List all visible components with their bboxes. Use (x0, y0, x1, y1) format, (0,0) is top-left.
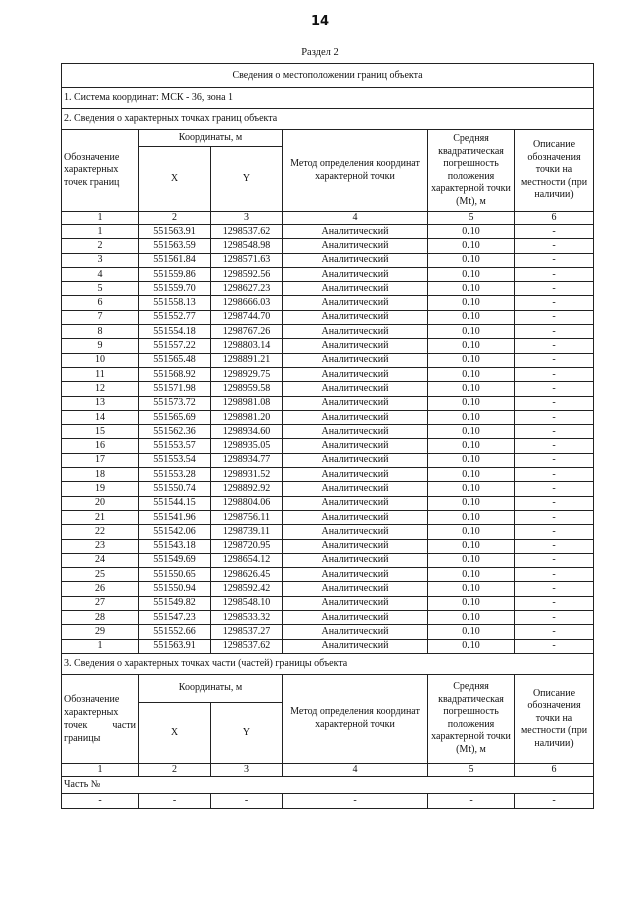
point-id: 2 (62, 239, 139, 253)
coord-y: 1298592.42 (211, 582, 283, 596)
point-id: 14 (62, 410, 139, 424)
table-row (62, 253, 594, 267)
description: - (515, 296, 594, 310)
part-header-method: Метод определения координат характерной точки (283, 674, 428, 763)
coord-y: 1298767.26 (211, 325, 283, 339)
coord-y: 1298548.98 (211, 239, 283, 253)
description: - (515, 539, 594, 553)
part-column-number: 3 (211, 763, 283, 776)
description: - (515, 482, 594, 496)
error: 0.10 (428, 582, 515, 596)
error: 0.10 (428, 296, 515, 310)
coord-x: 551558.13 (139, 296, 211, 310)
method: Аналитический (283, 382, 428, 396)
error: 0.10 (428, 382, 515, 396)
description: - (515, 367, 594, 381)
error: 0.10 (428, 225, 515, 239)
header-designation: Обозначение характерных точек границ (62, 130, 139, 212)
method: Аналитический (283, 639, 428, 653)
description: - (515, 639, 594, 653)
column-number: 1 (62, 212, 139, 225)
method: Аналитический (283, 282, 428, 296)
method: Аналитический (283, 310, 428, 324)
header-x: X (139, 147, 211, 212)
description: - (515, 282, 594, 296)
point-id: 19 (62, 482, 139, 496)
method: Аналитический (283, 596, 428, 610)
error: 0.10 (428, 367, 515, 381)
method: Аналитический (283, 396, 428, 410)
description: - (515, 553, 594, 567)
coord-y: 1298934.77 (211, 453, 283, 467)
description: - (515, 568, 594, 582)
point-id: 7 (62, 310, 139, 324)
table-row (62, 568, 594, 582)
error: 0.10 (428, 496, 515, 510)
method: Аналитический (283, 239, 428, 253)
coord-y: 1298959.58 (211, 382, 283, 396)
point-id: 13 (62, 396, 139, 410)
table-row (62, 239, 594, 253)
column-number: 6 (515, 212, 594, 225)
error: 0.10 (428, 339, 515, 353)
coord-y: 1298892.92 (211, 482, 283, 496)
coord-y: 1298756.11 (211, 510, 283, 524)
method: Аналитический (283, 568, 428, 582)
coord-x: 551571.98 (139, 382, 211, 396)
table-row (62, 339, 594, 353)
coord-y: 1298739.11 (211, 525, 283, 539)
coord-x: 551544.15 (139, 496, 211, 510)
table-row (62, 596, 594, 610)
description: - (515, 625, 594, 639)
coord-x: 551565.48 (139, 353, 211, 367)
point-id: 3 (62, 253, 139, 267)
coord-y: 1298627.23 (211, 282, 283, 296)
column-number: 2 (139, 212, 211, 225)
coord-x: 551563.91 (139, 639, 211, 653)
column-number: 3 (211, 212, 283, 225)
method: Аналитический (283, 353, 428, 367)
error: 0.10 (428, 253, 515, 267)
coord-x: 551554.18 (139, 325, 211, 339)
error: 0.10 (428, 439, 515, 453)
point-id: 23 (62, 539, 139, 553)
boundary-table (61, 63, 594, 809)
method: Аналитический (283, 525, 428, 539)
point-id: 8 (62, 325, 139, 339)
description: - (515, 582, 594, 596)
coord-y: 1298571.63 (211, 253, 283, 267)
description: - (515, 525, 594, 539)
point-id: 12 (62, 382, 139, 396)
method: Аналитический (283, 582, 428, 596)
description: - (515, 267, 594, 281)
coord-x: 551559.86 (139, 267, 211, 281)
method: Аналитический (283, 339, 428, 353)
coord-x: 551549.82 (139, 596, 211, 610)
coord-y: 1298931.52 (211, 468, 283, 482)
coord-x: 551553.28 (139, 468, 211, 482)
method: Аналитический (283, 468, 428, 482)
error: 0.10 (428, 553, 515, 567)
point-id: 21 (62, 510, 139, 524)
table-row (62, 310, 594, 324)
error: 0.10 (428, 396, 515, 410)
part-header-coordinates: Координаты, м (139, 674, 283, 702)
point-id: 22 (62, 525, 139, 539)
point-id: 6 (62, 296, 139, 310)
coord-x: 551563.91 (139, 225, 211, 239)
point-id: 4 (62, 267, 139, 281)
error: 0.10 (428, 453, 515, 467)
table-row (62, 325, 594, 339)
coord-x: 551550.65 (139, 568, 211, 582)
error: 0.10 (428, 425, 515, 439)
method: Аналитический (283, 439, 428, 453)
point-id: 1 (62, 225, 139, 239)
method: Аналитический (283, 482, 428, 496)
coord-x: 551553.57 (139, 439, 211, 453)
table-row (62, 582, 594, 596)
error: 0.10 (428, 510, 515, 524)
page-number: 14 (310, 14, 330, 29)
coord-y: 1298803.14 (211, 339, 283, 353)
coord-y: 1298934.60 (211, 425, 283, 439)
point-id: 9 (62, 339, 139, 353)
part-cell: - (211, 793, 283, 808)
table-title: Сведения о местоположении границ объекта (62, 64, 594, 88)
description: - (515, 310, 594, 324)
point-id: 16 (62, 439, 139, 453)
column-number: 5 (428, 212, 515, 225)
table-row (62, 611, 594, 625)
table-row (62, 425, 594, 439)
method: Аналитический (283, 325, 428, 339)
method: Аналитический (283, 296, 428, 310)
description: - (515, 496, 594, 510)
error: 0.10 (428, 539, 515, 553)
points-heading: 2. Сведения о характерных точках границ объекта (62, 109, 594, 130)
description: - (515, 353, 594, 367)
coord-y: 1298537.62 (211, 225, 283, 239)
description: - (515, 339, 594, 353)
part-cell: - (139, 793, 211, 808)
part-column-number: 6 (515, 763, 594, 776)
table-row (62, 267, 594, 281)
coord-x: 551573.72 (139, 396, 211, 410)
point-id: 1 (62, 639, 139, 653)
method: Аналитический (283, 625, 428, 639)
table-row (62, 353, 594, 367)
error: 0.10 (428, 611, 515, 625)
description: - (515, 439, 594, 453)
description: - (515, 396, 594, 410)
method: Аналитический (283, 225, 428, 239)
coord-y: 1298891.21 (211, 353, 283, 367)
header-y: Y (211, 147, 283, 212)
header-method: Метод определения координат характерной точки (283, 130, 428, 212)
part-cell: - (515, 793, 594, 808)
table-row (62, 539, 594, 553)
description: - (515, 468, 594, 482)
table-row (62, 225, 594, 239)
point-id: 17 (62, 453, 139, 467)
coord-x: 551568.92 (139, 367, 211, 381)
column-number: 4 (283, 212, 428, 225)
coord-y: 1298666.03 (211, 296, 283, 310)
error: 0.10 (428, 282, 515, 296)
part-column-number: 1 (62, 763, 139, 776)
table-row (62, 468, 594, 482)
description: - (515, 239, 594, 253)
point-id: 26 (62, 582, 139, 596)
table-row (62, 496, 594, 510)
part-header-x: X (139, 702, 211, 763)
part-header-y: Y (211, 702, 283, 763)
point-id: 24 (62, 553, 139, 567)
table-row (62, 553, 594, 567)
coord-x: 551559.70 (139, 282, 211, 296)
description: - (515, 225, 594, 239)
coord-y: 1298981.20 (211, 410, 283, 424)
table-row (62, 382, 594, 396)
header-description: Описание обозначения точки на местности (при наличии) (515, 130, 594, 212)
coord-x: 551562.36 (139, 425, 211, 439)
error: 0.10 (428, 410, 515, 424)
error: 0.10 (428, 639, 515, 653)
part-header-description: Описание обозначения точки на местности (при наличии) (515, 674, 594, 763)
description: - (515, 611, 594, 625)
coord-x: 551543.18 (139, 539, 211, 553)
error: 0.10 (428, 468, 515, 482)
section-label: Раздел 2 (301, 47, 339, 58)
part-header-designation: Обозначение характерных точек части границы (62, 674, 139, 763)
part-label: Часть № (62, 776, 594, 793)
coord-system: 1. Система координат: МСК - 36, зона 1 (62, 88, 594, 109)
method: Аналитический (283, 553, 428, 567)
coord-x: 551541.96 (139, 510, 211, 524)
point-id: 25 (62, 568, 139, 582)
error: 0.10 (428, 310, 515, 324)
coord-x: 551552.66 (139, 625, 211, 639)
error: 0.10 (428, 625, 515, 639)
coord-x: 551553.54 (139, 453, 211, 467)
error: 0.10 (428, 325, 515, 339)
header-coordinates: Координаты, м (139, 130, 283, 147)
coord-y: 1298720.95 (211, 539, 283, 553)
point-id: 29 (62, 625, 139, 639)
method: Аналитический (283, 410, 428, 424)
description: - (515, 253, 594, 267)
coord-y: 1298533.32 (211, 611, 283, 625)
table-row (62, 510, 594, 524)
method: Аналитический (283, 367, 428, 381)
coord-y: 1298626.45 (211, 568, 283, 582)
description: - (515, 425, 594, 439)
coord-y: 1298804.06 (211, 496, 283, 510)
part-column-number: 2 (139, 763, 211, 776)
coord-x: 551561.84 (139, 253, 211, 267)
coord-y: 1298548.10 (211, 596, 283, 610)
method: Аналитический (283, 453, 428, 467)
table-row (62, 439, 594, 453)
coord-y: 1298981.08 (211, 396, 283, 410)
table-row (62, 396, 594, 410)
coord-y: 1298935.05 (211, 439, 283, 453)
part-column-number: 5 (428, 763, 515, 776)
description: - (515, 382, 594, 396)
part-header-error: Средняя квадратическая погрешность положения характерной точки (Mt), м (428, 674, 515, 763)
table-row (62, 525, 594, 539)
point-id: 28 (62, 611, 139, 625)
method: Аналитический (283, 496, 428, 510)
coord-y: 1298592.56 (211, 267, 283, 281)
method: Аналитический (283, 510, 428, 524)
point-id: 15 (62, 425, 139, 439)
table-row (62, 367, 594, 381)
table-row (62, 639, 594, 653)
error: 0.10 (428, 353, 515, 367)
part-cell: - (283, 793, 428, 808)
point-id: 27 (62, 596, 139, 610)
error: 0.10 (428, 239, 515, 253)
table-row (62, 453, 594, 467)
description: - (515, 510, 594, 524)
method: Аналитический (283, 267, 428, 281)
point-id: 11 (62, 367, 139, 381)
coord-x: 551557.22 (139, 339, 211, 353)
description: - (515, 596, 594, 610)
coord-x: 551552.77 (139, 310, 211, 324)
coord-y: 1298929.75 (211, 367, 283, 381)
description: - (515, 410, 594, 424)
coord-y: 1298537.27 (211, 625, 283, 639)
coord-x: 551550.94 (139, 582, 211, 596)
point-id: 10 (62, 353, 139, 367)
header-error: Средняя квадратическая погрешность положения характерной точки (Mt), м (428, 130, 515, 212)
error: 0.10 (428, 482, 515, 496)
table-row (62, 625, 594, 639)
method: Аналитический (283, 539, 428, 553)
description: - (515, 325, 594, 339)
method: Аналитический (283, 425, 428, 439)
error: 0.10 (428, 267, 515, 281)
coord-x: 551549.69 (139, 553, 211, 567)
coord-y: 1298537.62 (211, 639, 283, 653)
point-id: 5 (62, 282, 139, 296)
coord-x: 551550.74 (139, 482, 211, 496)
coord-x: 551563.59 (139, 239, 211, 253)
point-id: 20 (62, 496, 139, 510)
table-row (62, 282, 594, 296)
description: - (515, 453, 594, 467)
coord-y: 1298744.70 (211, 310, 283, 324)
point-id: 18 (62, 468, 139, 482)
part-column-number: 4 (283, 763, 428, 776)
error: 0.10 (428, 525, 515, 539)
table-row (62, 410, 594, 424)
coord-x: 551547.23 (139, 611, 211, 625)
error: 0.10 (428, 568, 515, 582)
part-cell: - (62, 793, 139, 808)
part-cell: - (428, 793, 515, 808)
table-row (62, 482, 594, 496)
coord-x: 551542.06 (139, 525, 211, 539)
part-heading: 3. Сведения о характерных точках части (частей) границы объекта (62, 653, 594, 674)
method: Аналитический (283, 253, 428, 267)
method: Аналитический (283, 611, 428, 625)
table-row (62, 296, 594, 310)
error: 0.10 (428, 596, 515, 610)
coord-x: 551565.69 (139, 410, 211, 424)
coord-y: 1298654.12 (211, 553, 283, 567)
